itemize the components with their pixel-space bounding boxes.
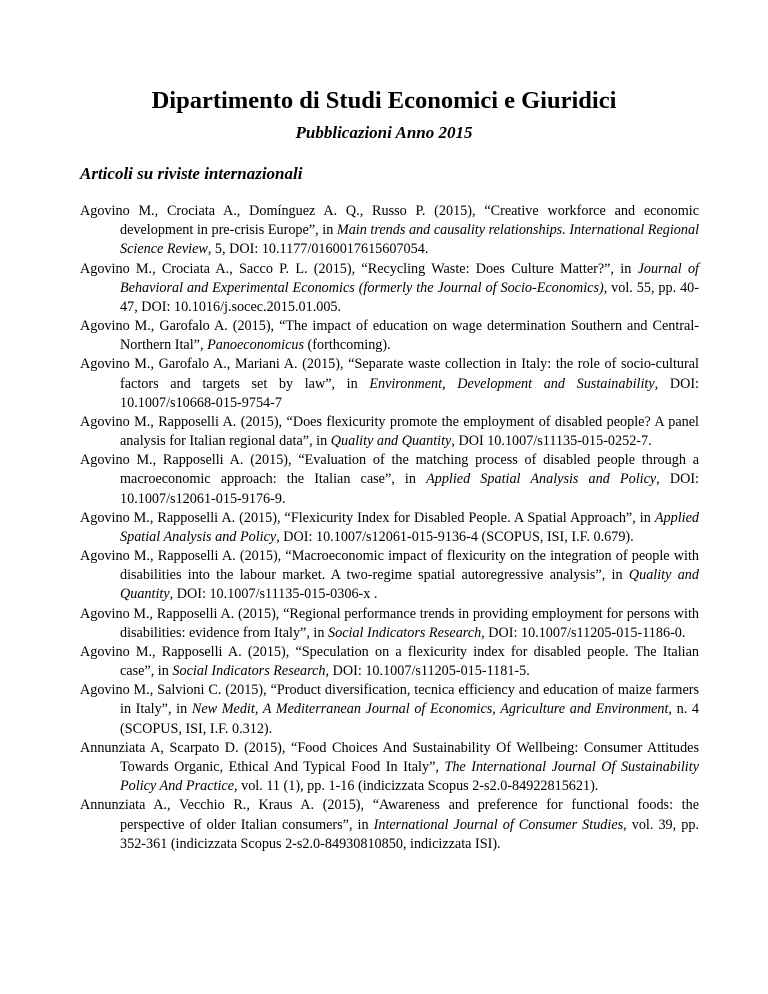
reference-journal: Environment, Development and Sustainability [369, 375, 655, 392]
reference-text: Agovino M., Rapposelli A. (2015), “Evaluation of the matching process of disabled people through a macroeconomic approach: the Italian case”, in [80, 452, 699, 488]
reference-journal: New Medit, A Mediterranean Journal of Economics, Agriculture and Environment [191, 701, 669, 718]
reference-details: , n. 4 (SCOPUS, ISI, I.F. 0.312). [120, 701, 699, 737]
reference-text: Annunziata A, Scarpato D. (2015), “Food Choices And Sustainability Of Wellbeing: Consumer Attitudes Towards Organic, Ethical And Typical Food In Italy”, [80, 739, 699, 775]
reference-entry [80, 260, 699, 318]
reference-journal: Main trends and causality relationships. International Regional Science Review [120, 222, 700, 258]
reference-entry [80, 317, 699, 355]
reference-details: , vol. 39, pp. 352-361 (indicizzata Scopus 2-s2.0-84930810850, indicizzata ISI). [120, 816, 699, 852]
reference-entry [80, 355, 699, 413]
reference-text: Agovino M., Salvioni C. (2015), “Product diversification, tecnica efficiency and education of maize farmers in Italy”, in [80, 682, 699, 718]
reference-text: Agovino M., Rapposelli A. (2015), “Regional performance trends in providing employment for persons with disabilities: evidence from Italy”, in [80, 605, 699, 641]
reference-entry [80, 681, 699, 739]
reference-text: Agovino M., Crociata A., Domínguez A. Q., Russo P. (2015), “Creative workforce and economic development in pre-crisis Europe”, in [80, 203, 699, 239]
reference-text: Agovino M., Garofalo A., Mariani A. (2015), “Separate waste collection in Italy: the role of socio-cultural factors and targets set by law”, in [80, 356, 699, 392]
reference-journal: Social Indicators Research [172, 663, 326, 680]
reference-details: , DOI: 10.1007/s11205-015-1181-5. [325, 663, 530, 680]
reference-entry [80, 739, 699, 797]
reference-journal: Social Indicators Research [328, 624, 482, 641]
page-title: Dipartimento di Studi Economici e Giuridici [151, 87, 617, 114]
reference-details: , DOI: 10.1007/s10668-015-9754-7 [120, 375, 699, 411]
page-subtitle: Pubblicazioni Anno 2015 [295, 123, 473, 142]
reference-journal: Journal of Behavioral and Experimental Economics (formerly the Journal of Socio-Economics) [120, 260, 699, 296]
reference-journal: Applied Spatial Analysis and Policy [120, 509, 699, 545]
reference-details: , DOI 10.1007/s11135-015-0252-7. [451, 433, 652, 450]
reference-entry [80, 451, 699, 509]
reference-details: , DOI: 10.1007/s12061-015-9136-4 (SCOPUS, ISI, I.F. 0.679). [276, 528, 634, 545]
reference-details: , DOI: 10.1007/s11205-015-1186-0. [481, 624, 686, 641]
reference-journal: Applied Spatial Analysis and Policy [426, 471, 657, 488]
reference-text: Agovino M., Rapposelli A. (2015), “Macroeconomic impact of flexicurity on the integration of people with disabilities into the labour market. A two-regime spatial autoregressive analysis”, in [80, 548, 699, 584]
reference-journal: The International Journal Of Sustainability Policy And Practice [120, 758, 699, 795]
reference-entry [80, 413, 699, 451]
reference-details: , 5, DOI: 10.1177/0160017615607054. [207, 241, 429, 258]
section-heading: Articoli su riviste internazionali [80, 164, 303, 183]
reference-entry [80, 547, 699, 605]
reference-entry [80, 643, 699, 681]
reference-text: Agovino M., Crociata A., Sacco P. L. (2015), “Recycling Waste: Does Culture Matter?”, in [80, 260, 638, 277]
reference-entry [80, 605, 699, 643]
reference-entry [80, 202, 699, 260]
reference-journal: International Journal of Consumer Studies [373, 816, 624, 833]
reference-text: Annunziata A., Vecchio R., Kraus A. (2015), “Awareness and preference for functional foods: the perspective of older Italian consumers”, in [80, 797, 699, 833]
reference-journal: Panoeconomicus [207, 337, 304, 354]
reference-entry [80, 509, 699, 547]
reference-details: , vol. 55, pp. 40-47, DOI: 10.1016/j.socec.2015.01.005. [120, 279, 699, 315]
reference-text: Agovino M., Rapposelli A. (2015), “Does flexicurity promote the employment of disabled people? A panel analysis for Italian regional data”, in [80, 413, 699, 450]
reference-text: Agovino M., Rapposelli A. (2015), “Flexicurity Index for Disabled People. A Spatial Approach”, in [80, 509, 655, 526]
reference-text: Agovino M., Garofalo A. (2015), “The impact of education on wage determination Southern and Central-Northern Ital”, [80, 318, 699, 354]
reference-details: (forthcoming). [304, 337, 391, 354]
reference-entry [80, 796, 699, 854]
reference-list [80, 202, 699, 854]
reference-details: , vol. 11 (1), pp. 1-16 (indicizzata Scopus 2-s2.0-84922815621). [234, 778, 599, 795]
reference-details: , DOI: 10.1007/s11135-015-0306-x . [169, 586, 378, 603]
reference-journal: Quality and Quantity [120, 567, 699, 603]
reference-journal: Quality and Quantity [330, 433, 452, 450]
reference-text: Agovino M., Rapposelli A. (2015), “Speculation on a flexicurity index for disabled people. The Italian case”, in [80, 643, 699, 680]
reference-details: , DOI: 10.1007/s12061-015-9176-9. [120, 471, 699, 507]
